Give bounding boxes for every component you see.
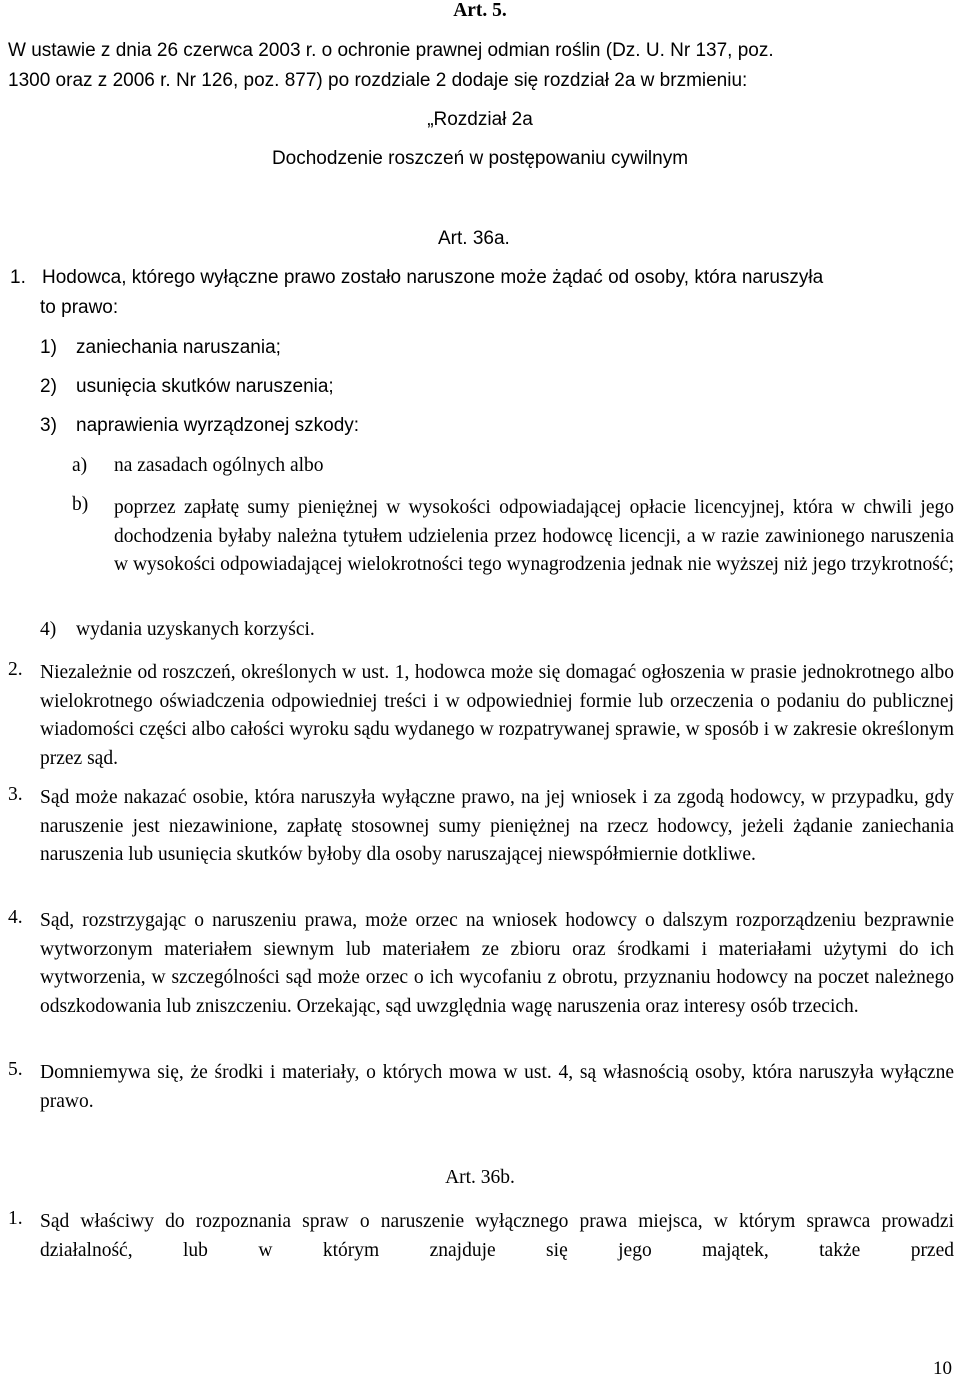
art36a-p2-number: 2. bbox=[8, 659, 23, 680]
art36a-p1-line-1: Hodowca, którego wyłączne prawo zostało naruszone może żądać od osoby, która naruszyła bbox=[42, 267, 824, 288]
art36a-p5-text: Domniemywa się, że środki i materiały, o których mowa w ust. 4, są własnością osoby, która naruszyła wyłączne prawo. bbox=[40, 1062, 954, 1112]
item-4-number: 4) bbox=[40, 619, 57, 640]
item-2-number: 2) bbox=[40, 376, 57, 397]
art36b-heading: Art. 36b. bbox=[445, 1167, 515, 1188]
chapter-label: „Rozdział 2a bbox=[427, 109, 533, 130]
item-1-number: 1) bbox=[40, 337, 57, 358]
item-4-text: wydania uzyskanych korzyści. bbox=[76, 619, 315, 640]
art36a-heading: Art. 36a. bbox=[438, 228, 510, 249]
art36a-p4-text: Sąd, rozstrzygając o naruszeniu prawa, może orzec na wniosek hodowcy o dalszym rozporządzeniu bezprawnie wytworzonym materiałem siewnym lub materiałem ze zbioru oraz środkami i materiałami użytymi do ich wytworzenia, w szczególności sąd może orzec o ich wycofaniu z obrotu, przyznaniu hodowcy na poczet należnego odszkodowania lub zniszczeniu. Orzekając, sąd uwzględnia wagę naruszenia oraz interesy osób trzecich. bbox=[40, 910, 954, 1017]
item-1-text: zaniechania naruszania; bbox=[76, 337, 281, 358]
art36a-p4-number: 4. bbox=[8, 907, 23, 928]
art36b-p1-text: Sąd właściwy do rozpoznania spraw o naruszenie wyłącznego prawa miejsca, w którym sprawca prowadzi działalność, lub w którym znajduje się jego majątek, także przed bbox=[40, 1211, 954, 1261]
item-3-number: 3) bbox=[40, 415, 57, 436]
art36a-p3-text: Sąd może nakazać osobie, która naruszyła wyłączne prawo, na jej wniosek i za zgodą hodowcy, w przypadku, gdy naruszenie jest niezawinione, zapłatę stosownej sumy pieniężnej na rzecz hodowcy, jeżeli żądanie zaniechania naruszenia lub usunięcia skutków byłoby dla osoby naruszającej niewspółmiernie dotkliwe. bbox=[40, 787, 954, 865]
art36a-p1-number: 1. bbox=[10, 267, 26, 288]
art36a-p3-number: 3. bbox=[8, 784, 23, 805]
page-number: 10 bbox=[933, 1358, 952, 1379]
sub-a-text: na zasadach ogólnych albo bbox=[114, 455, 324, 476]
art5-intro-line-2: 1300 oraz z 2006 r. Nr 126, poz. 877) po rozdziale 2 dodaje się rozdział 2a w brzmieniu: bbox=[8, 70, 748, 91]
art36b-p1-number: 1. bbox=[8, 1208, 23, 1229]
sub-b-number: b) bbox=[72, 494, 89, 515]
sub-a-number: a) bbox=[72, 455, 88, 476]
item-3-text: naprawienia wyrządzonej szkody: bbox=[76, 415, 360, 436]
art36a-p2-text: Niezależnie od roszczeń, określonych w ust. 1, hodowca może się domagać ogłoszenia w prasie jednokrotnego albo wielokrotnego oświadczenia odpowiedniej treści i w odpowiedniej formie lub orzeczenia o podaniu do publicznej wiadomości części albo całości wyroku sądu wydanego w rozpatrywanej sprawie, w sposób i w zakresie określonym przez sąd. bbox=[40, 662, 954, 769]
art36a-p1-line-2: to prawo: bbox=[40, 297, 119, 318]
chapter-title: Dochodzenie roszczeń w postępowaniu cywilnym bbox=[271, 148, 689, 169]
art36a-p5-number: 5. bbox=[8, 1059, 23, 1080]
item-2-text: usunięcia skutków naruszenia; bbox=[76, 376, 334, 397]
art5-intro-line-1: W ustawie z dnia 26 czerwca 2003 r. o ochronie prawnej odmian roślin (Dz. U. Nr 137, poz. bbox=[8, 40, 774, 61]
art5-heading: Art. 5. bbox=[453, 0, 507, 21]
sub-b-text: poprzez zapłatę sumy pieniężnej w wysokości odpowiadającej opłacie licencyjnej, która w chwili jego dochodzenia byłaby należna tytułem udzielenia przez hodowcę licencji, a w razie zawinionego naruszenia w wysokości odpowiadającej wielokrotności tego wynagrodzenia jednak nie wyższej niż jego trzykrotność; bbox=[114, 497, 954, 575]
